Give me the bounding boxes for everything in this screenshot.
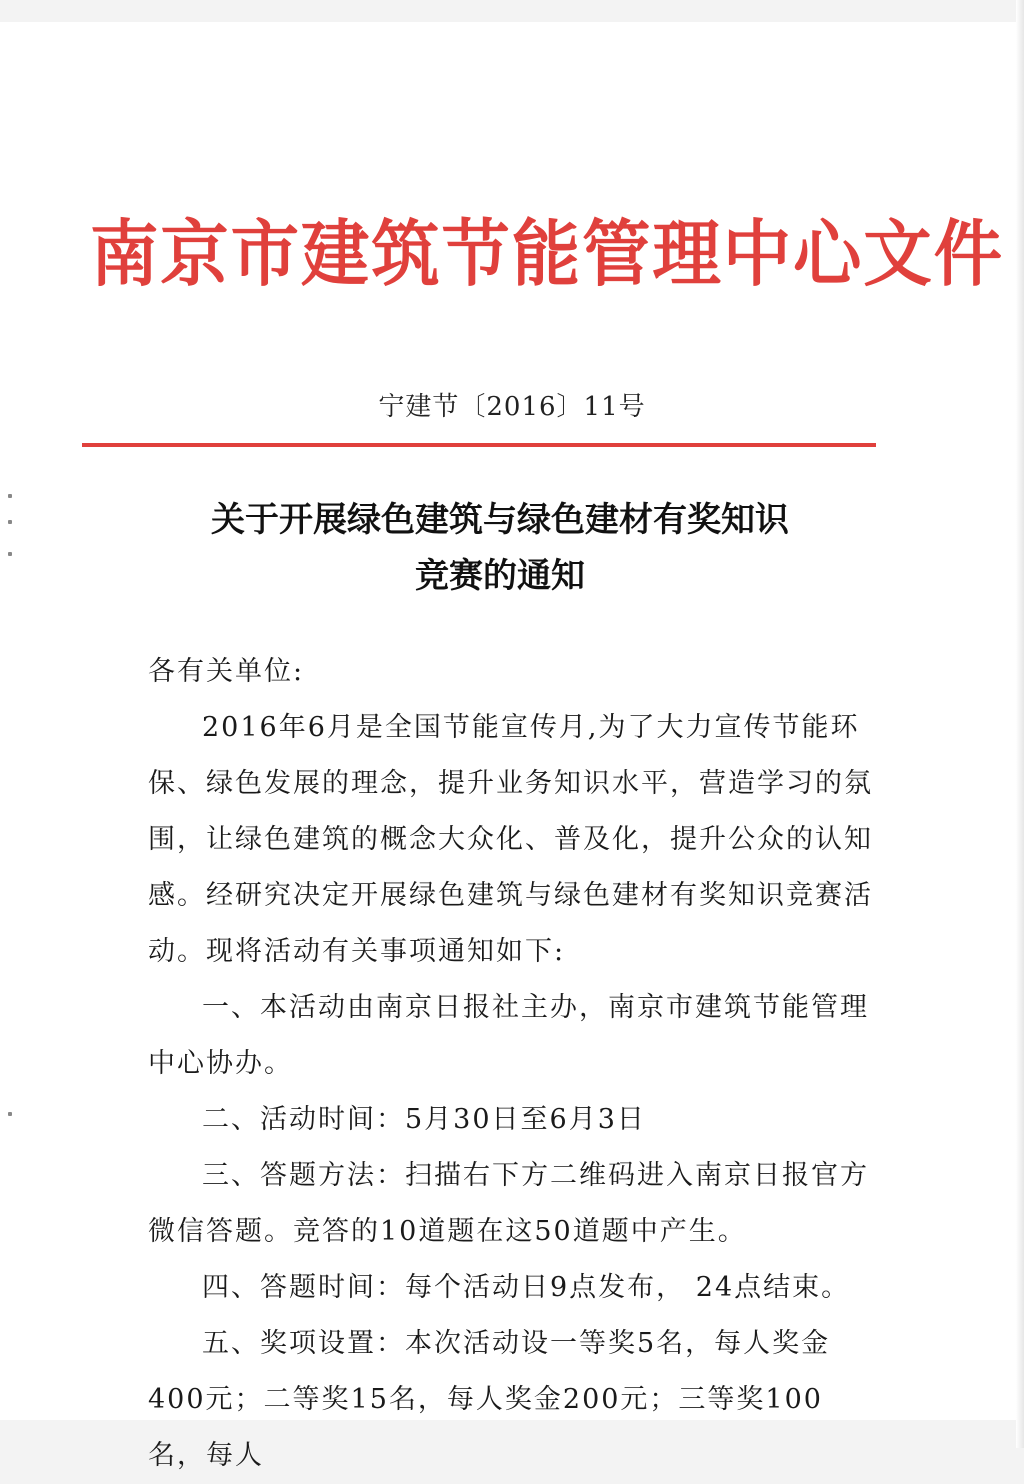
document-number: 宁建节〔2016〕11号 [378,392,646,422]
document-title-line-1: 关于开展绿色建筑与绿色建材有奖知识 [211,500,789,540]
binding-mark [8,552,12,556]
paragraph-item-4: 四、答题时间：每个活动日9点发布， 24点结束。 [202,1272,851,1303]
document-body [148,644,873,1484]
page-edge-shadow [1016,0,1024,1448]
document-title-line-2: 竞赛的通知 [415,556,585,596]
paragraph-item-1: 一、本活动由南京日报社主办，南京市建筑节能管理中心协办。 [148,992,869,1079]
paragraph-item-5: 五、奖项设置：本次活动设一等奖5名，每人奖金400元；二等奖15名，每人奖金200元；三等奖100名，每人 [148,1328,831,1471]
salutation: 各有关单位: [148,656,305,687]
document-title [100,492,900,604]
paragraph-item-2: 二、活动时间：5月30日至6月3日 [202,1104,646,1135]
paragraph-item-3: 三、答题方法：扫描右下方二维码进入南京日报官方微信答题。竞答的10道题在这50道题中产生。 [148,1160,869,1247]
binding-mark [8,494,12,498]
paragraph-intro: 2016年6月是全国节能宣传月,为了大力宣传节能环保、绿色发展的理念，提升业务知识水平，营造学习的氛围，让绿色建筑的概念大众化、普及化，提升公众的认知感。经研究决定开展绿色建筑与绿色建材有奖知识竞赛活动。现将活动有关事项通知如下: [148,712,873,967]
binding-mark [8,520,12,524]
binding-mark [8,1112,12,1116]
red-divider-line [82,443,876,447]
organization-header-title: 南京市建筑节能管理中心文件 [90,211,1004,296]
